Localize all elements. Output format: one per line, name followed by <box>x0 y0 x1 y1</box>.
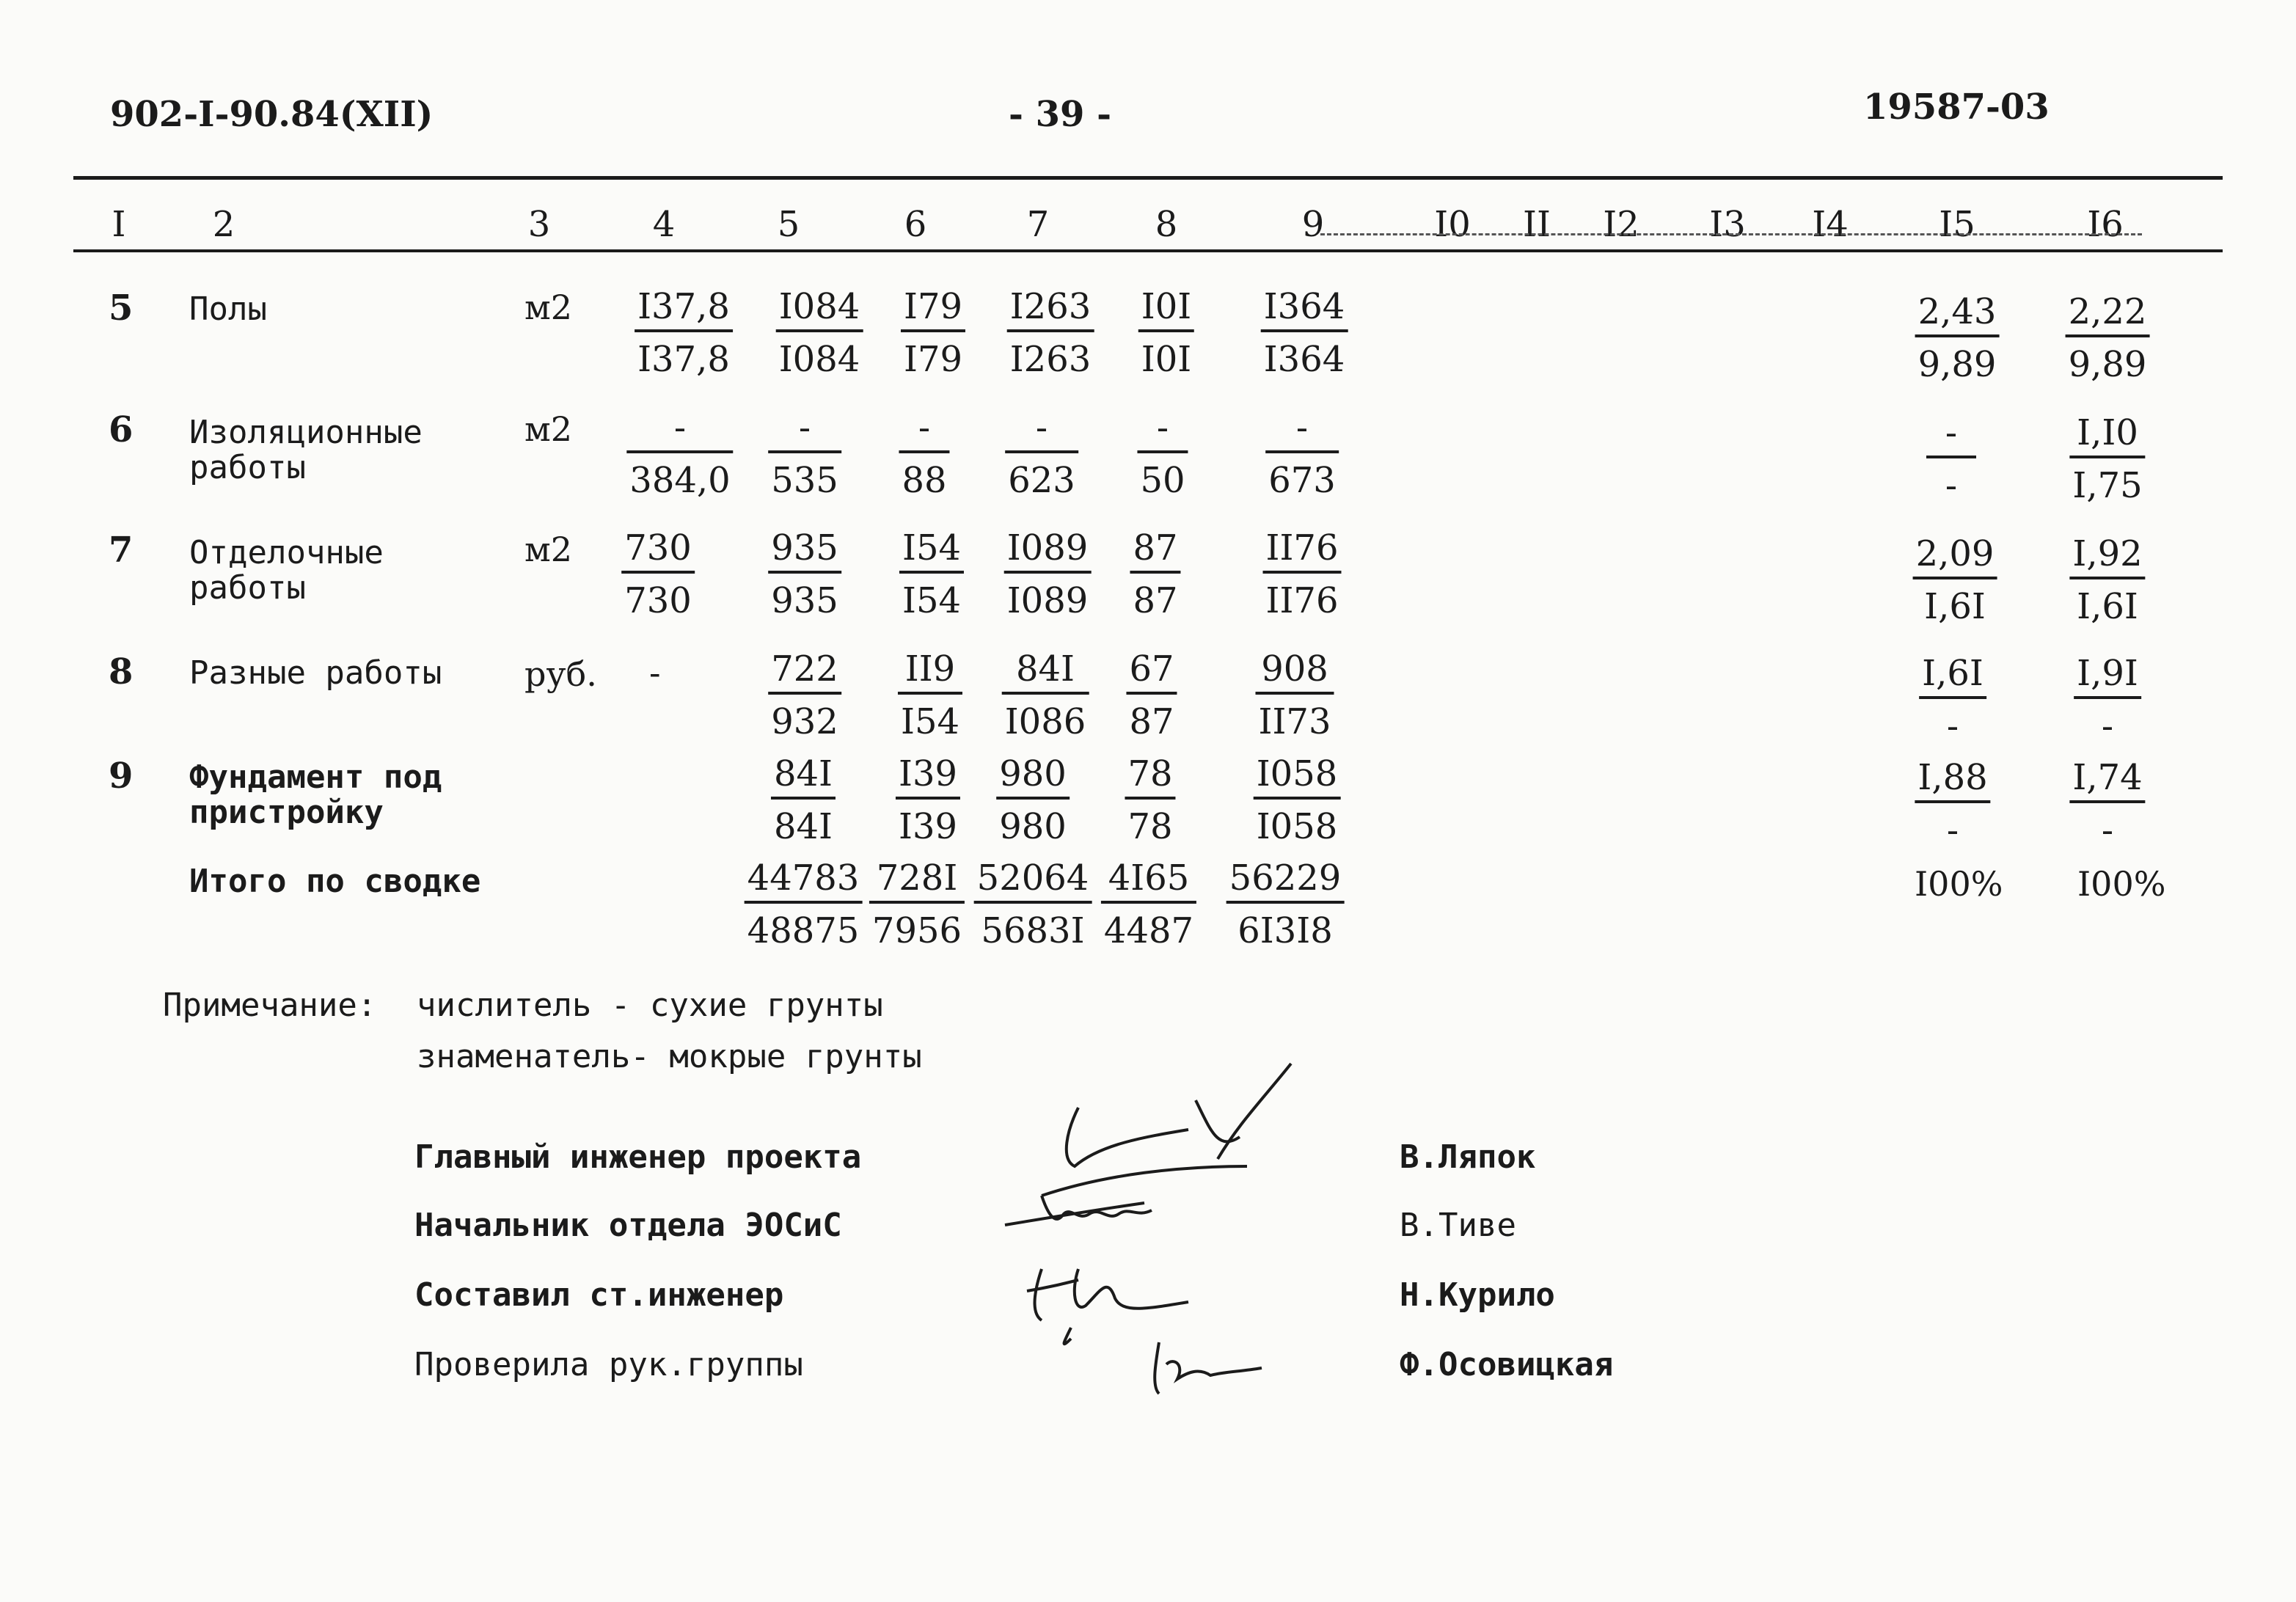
cell-col7 <box>1005 409 1078 499</box>
cell-denominator: I79 <box>903 339 963 380</box>
cell-col15 <box>1913 535 1997 625</box>
cell-col5 <box>768 527 841 621</box>
cell-denominator: 78 <box>1127 806 1173 847</box>
total-label: Итого по сводке <box>189 863 481 900</box>
cell-col16 <box>2069 535 2145 625</box>
cell-numerator: 44783 <box>745 860 863 904</box>
cell-numerator: I37,8 <box>635 288 733 332</box>
cell-numerator: 67 <box>1126 651 1177 695</box>
cell-col7 <box>1002 648 1089 742</box>
row-number: 7 <box>109 530 134 571</box>
col-header-14: I4 <box>1812 204 1849 245</box>
col-header-9: 9 <box>1301 204 1325 245</box>
cell-col7 <box>996 753 1070 847</box>
cell-numerator: I0I <box>1138 288 1194 332</box>
cell-denominator: I263 <box>1009 339 1092 380</box>
note-line-2: знаменатель- мокрые грунты <box>417 1038 922 1075</box>
col-header-12: I2 <box>1603 204 1639 245</box>
cell-col6 <box>898 648 962 742</box>
cell-numerator: 2,09 <box>1913 535 1997 579</box>
col-header-15: I5 <box>1939 204 1975 245</box>
signer-role: Проверила рук.группы <box>414 1346 803 1383</box>
cell-col4 <box>635 288 733 378</box>
cell-denominator: 50 <box>1140 460 1185 501</box>
cell-denominator: I086 <box>1004 701 1086 742</box>
cell-denominator: 87 <box>1133 580 1178 621</box>
cell-denominator: 932 <box>771 701 838 742</box>
col-header-5: 5 <box>777 204 800 245</box>
row-label: Отделочные работы <box>189 534 384 607</box>
cell-col16 <box>2069 759 2145 849</box>
cell-denominator: 84I <box>773 806 833 847</box>
cell-denominator: 535 <box>771 460 838 501</box>
cell-numerator: 728I <box>869 860 965 904</box>
row-unit: м2 <box>524 288 573 327</box>
col-header-8: 8 <box>1155 204 1178 245</box>
cell-col16 <box>2066 293 2150 383</box>
cell-numerator: I084 <box>776 288 863 332</box>
cell-numerator: I,I0 <box>2069 414 2145 458</box>
cell-col6 <box>899 409 949 499</box>
cell-denominator: - <box>1946 810 1959 851</box>
cell-col9 <box>1256 648 1334 742</box>
cell-denominator: I54 <box>902 580 962 621</box>
cell-numerator: 52064 <box>974 860 1092 904</box>
cell-numerator: I79 <box>901 288 965 332</box>
col-header-1: I <box>111 204 126 245</box>
cell-col15 <box>1919 655 1986 745</box>
table-top-rule <box>73 176 2223 180</box>
cell-numerator: 4I65 <box>1101 860 1196 904</box>
cell-numerator: I54 <box>899 530 964 574</box>
cell-numerator: 730 <box>621 530 695 574</box>
cell-denominator: 673 <box>1268 460 1336 501</box>
cell-col16 <box>2074 655 2141 745</box>
cell-col16 <box>2069 414 2145 504</box>
total-col5 <box>745 857 863 951</box>
cell-numerator: 87 <box>1130 530 1180 574</box>
cell-col8 <box>1130 527 1180 621</box>
total-col9 <box>1226 857 1345 951</box>
row-label: Фундамент под пристройку <box>189 758 442 831</box>
total-col8 <box>1101 857 1196 951</box>
cell-col15 <box>1915 759 1990 849</box>
cell-col9 <box>1263 527 1342 621</box>
cell-col5 <box>771 753 836 847</box>
cell-col5 <box>768 409 841 499</box>
cell-denominator: 7956 <box>871 910 962 951</box>
cell-denominator: - <box>1945 465 1958 506</box>
note-line-1: числитель - сухие грунты <box>417 987 883 1024</box>
cell-denominator: 88 <box>902 460 947 501</box>
col-header-6: 6 <box>904 204 927 245</box>
cell-denominator: I37,8 <box>637 339 730 380</box>
cell-denominator: 48875 <box>747 910 860 951</box>
total-col7 <box>974 857 1092 951</box>
cell-denominator: I,6I <box>1924 586 1986 627</box>
header-bottom-rule <box>73 249 2223 252</box>
cell-numerator: - <box>626 409 733 453</box>
cell-denominator: I089 <box>1006 580 1089 621</box>
signer-name: Ф.Осовицкая <box>1400 1346 1614 1383</box>
cell-numerator: - <box>1005 409 1078 453</box>
cell-denominator: - <box>1946 706 1959 747</box>
cell-denominator: 9,89 <box>1917 344 1997 385</box>
cell-numerator: I39 <box>896 756 960 800</box>
col-header-10: I0 <box>1434 204 1471 245</box>
cell-denominator: 9,89 <box>2068 344 2147 385</box>
cell-numerator: II9 <box>898 651 962 695</box>
signature-scrawl-2 <box>998 1181 1218 1240</box>
header-dashed-rule <box>1320 233 2142 235</box>
cell-col6 <box>901 288 965 378</box>
cell-denominator: I,75 <box>2072 465 2143 506</box>
cell-col9 <box>1265 409 1339 499</box>
cell-denominator: I084 <box>778 339 860 380</box>
cell-denominator: 384,0 <box>629 460 731 501</box>
col-header-4: 4 <box>652 204 676 245</box>
col-header-2: 2 <box>212 204 235 245</box>
note-label: Примечание: <box>163 987 377 1024</box>
cell-col6 <box>896 753 960 847</box>
cell-numerator: I364 <box>1261 288 1348 332</box>
cell-numerator: 980 <box>996 756 1070 800</box>
total-col16: I00% <box>2077 864 2166 904</box>
row-unit: м2 <box>524 530 573 569</box>
cell-numerator: I,92 <box>2069 535 2145 579</box>
cell-denominator: I54 <box>900 701 960 742</box>
cell-denominator: - <box>2101 810 2114 851</box>
row-label: Разные работы <box>189 654 442 692</box>
row-number: 9 <box>109 756 134 797</box>
cell-numerator: - <box>899 409 949 453</box>
col-header-7: 7 <box>1026 204 1050 245</box>
signature-scrawl-4 <box>1144 1328 1276 1401</box>
cell-denominator: I364 <box>1263 339 1345 380</box>
total-col15: I00% <box>1915 864 2003 904</box>
cell-numerator: - <box>1137 409 1188 453</box>
cell-denominator: I39 <box>898 806 958 847</box>
cell-col7 <box>1004 527 1092 621</box>
cell-denominator: II73 <box>1258 701 1331 742</box>
cell-numerator: 84I <box>771 756 836 800</box>
cell-denominator: 5683I <box>981 910 1085 951</box>
cell-col8 <box>1138 288 1194 378</box>
signer-role: Составил ст.инженер <box>414 1276 784 1314</box>
cell-numerator: I058 <box>1254 756 1341 800</box>
archive-number: 19587-03 <box>1863 87 2050 128</box>
cell-col15 <box>1926 414 1976 504</box>
cell-col4: - <box>649 653 661 692</box>
col-header-11: II <box>1523 204 1551 245</box>
cell-denominator: 730 <box>624 580 692 621</box>
cell-numerator: 84I <box>1002 651 1089 695</box>
cell-denominator: 935 <box>771 580 838 621</box>
cell-denominator: 6I3I8 <box>1237 910 1333 951</box>
cell-col5 <box>776 288 863 378</box>
cell-numerator: 2,22 <box>2066 293 2150 337</box>
row-label: Полы <box>189 290 267 328</box>
cell-denominator: 623 <box>1008 460 1075 501</box>
cell-col8 <box>1137 409 1188 499</box>
cell-denominator: 87 <box>1129 701 1174 742</box>
cell-col8 <box>1125 753 1175 847</box>
row-unit: м2 <box>524 409 573 449</box>
signer-name: В.Ляпок <box>1400 1138 1536 1176</box>
signer-name: В.Тиве <box>1400 1207 1516 1244</box>
signer-name: Н.Курило <box>1400 1276 1555 1314</box>
cell-col9 <box>1254 753 1341 847</box>
cell-numerator: 908 <box>1256 651 1334 695</box>
cell-denominator: I058 <box>1256 806 1338 847</box>
cell-numerator: - <box>1265 409 1339 453</box>
page-number: - 39 - <box>1009 94 1112 135</box>
cell-numerator: 935 <box>768 530 841 574</box>
doc-code: 902-I-90.84(XII) <box>110 94 434 135</box>
cell-numerator: I,9I <box>2074 655 2141 699</box>
cell-denominator: - <box>2101 706 2114 747</box>
cell-numerator: I,88 <box>1915 759 1990 803</box>
signer-role: Главный инженер проекта <box>414 1138 862 1176</box>
cell-col9 <box>1261 288 1348 378</box>
cell-denominator: 980 <box>999 806 1067 847</box>
row-number: 8 <box>109 651 134 692</box>
cell-denominator: 4487 <box>1103 910 1194 951</box>
cell-numerator: 56229 <box>1226 860 1345 904</box>
cell-col7 <box>1007 288 1094 378</box>
row-label: Изоляционные работы <box>189 414 423 486</box>
cell-denominator: II76 <box>1265 580 1339 621</box>
col-header-16: I6 <box>2087 204 2124 245</box>
cell-numerator: I,74 <box>2069 759 2145 803</box>
cell-denominator: I,6I <box>2077 586 2138 627</box>
cell-numerator: 2,43 <box>1915 293 2000 337</box>
cell-numerator: - <box>768 409 841 453</box>
cell-numerator: - <box>1926 414 1976 458</box>
cell-col4 <box>621 527 695 621</box>
row-number: 5 <box>109 288 134 329</box>
cell-numerator: 722 <box>768 651 841 695</box>
cell-numerator: 78 <box>1125 756 1175 800</box>
cell-numerator: II76 <box>1263 530 1342 574</box>
cell-col8 <box>1126 648 1177 742</box>
signer-role: Начальник отдела ЭОСиС <box>414 1207 842 1244</box>
cell-numerator: I089 <box>1004 530 1092 574</box>
cell-denominator: I0I <box>1141 339 1192 380</box>
col-header-3: 3 <box>527 204 551 245</box>
col-header-13: I3 <box>1709 204 1746 245</box>
cell-numerator: I,6I <box>1919 655 1986 699</box>
total-col6 <box>869 857 965 951</box>
cell-col5 <box>768 648 841 742</box>
cell-col15 <box>1915 293 2000 383</box>
row-number: 6 <box>109 409 134 450</box>
cell-col6 <box>899 527 964 621</box>
row-unit: руб. <box>524 654 597 694</box>
cell-col4 <box>626 409 733 499</box>
cell-numerator: I263 <box>1007 288 1094 332</box>
